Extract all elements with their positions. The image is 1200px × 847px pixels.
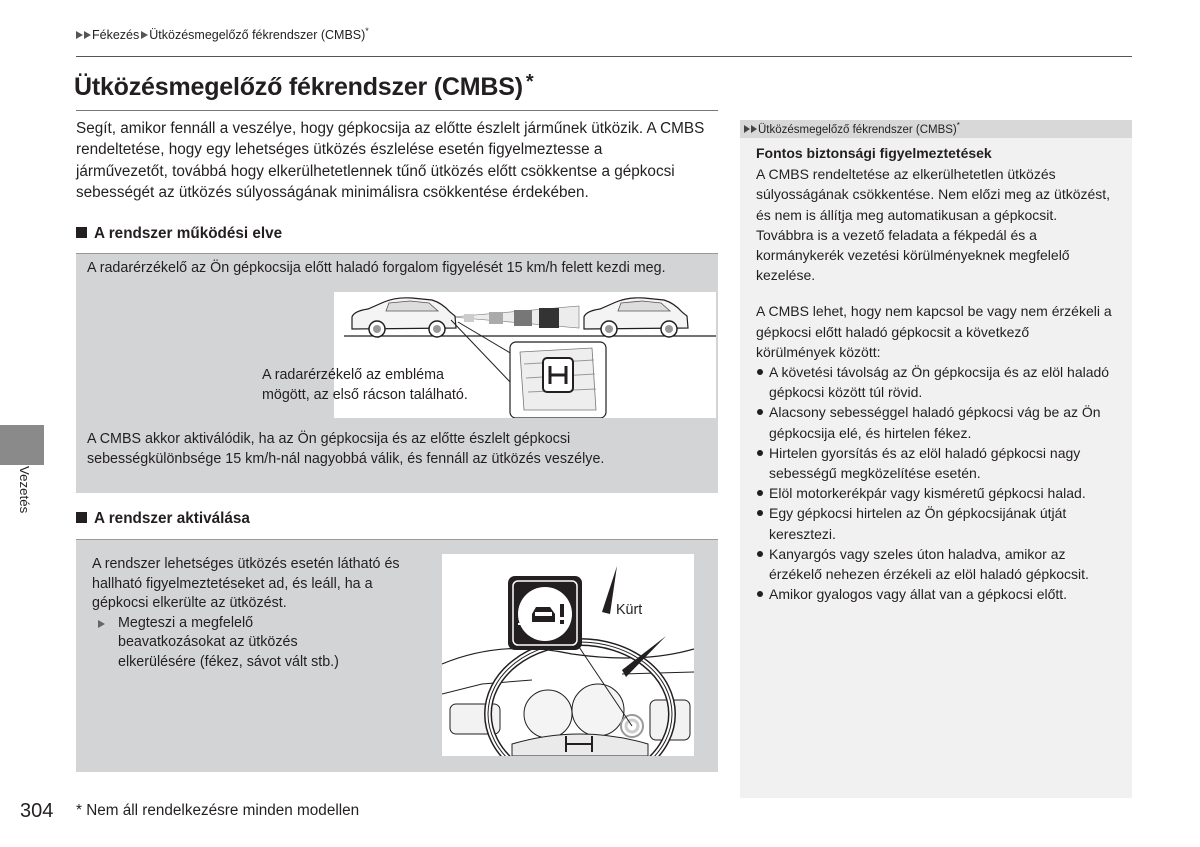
activation-condition-line: sebességkülönbsége 15 km/h-nál nagyobbá válik, és fennáll az ütközés veszélye. xyxy=(87,450,605,467)
list-item: Kanyargós vagy szeles úton haladva, amikor az érzékelő nehezen érzékeli az elöl haladó gépkocsit. xyxy=(756,544,1122,584)
dashboard-illustration xyxy=(442,554,694,756)
footnote: * Nem áll rendelkezésre minden modellen xyxy=(76,802,360,819)
section-heading-operation xyxy=(76,225,282,243)
square-bullet-icon xyxy=(76,227,87,238)
paragraph-line: gépkocsi előtt haladó gépkocsit a következő xyxy=(756,323,1030,340)
chapter-label: Vezetés xyxy=(17,466,32,514)
paragraph-line: Továbbra is a vezető feladata a fékpedál és a xyxy=(756,226,1037,243)
subpoint-line: beavatkozásokat az ütközés xyxy=(118,634,298,650)
intro-line: Segít, amikor fennáll a veszélye, hogy gépkocsija az előtte észlelt járműnek ütközik. A CMBS xyxy=(76,120,705,137)
list-item: Egy gépkocsi hirtelen az Ön gépkocsijának útját keresztezi. xyxy=(756,503,1122,543)
list-item: Elöl motorkerékpár vagy kisméretű gépkocsi halad. xyxy=(756,483,1122,503)
list-item: Alacsony sebességgel haladó gépkocsi vág be az Ön gépkocsija elé, és hirtelen fékez. xyxy=(756,402,1122,442)
arrow-icon xyxy=(76,31,83,39)
sensor-caption-line: A radarérzékelő az embléma xyxy=(262,367,444,383)
operation-panel xyxy=(76,253,718,493)
safety-notes xyxy=(756,143,1122,604)
activation-line: hallható figyelmeztetéseket ad, és leáll, ha a xyxy=(92,575,373,592)
subpoint-line: elkerülésére (fékez, sávot vált stb.) xyxy=(118,653,339,670)
activation-line: A rendszer lehetséges ütközés esetén látható és xyxy=(92,556,400,572)
safety-paragraph-1 xyxy=(756,164,1122,285)
intro-line: sebességét az ütközés súlyosságának minimálisra csökkentése érdekében. xyxy=(76,184,589,202)
sensor-caption-line: mögött, az első rácson található. xyxy=(262,386,468,403)
list-item: Hirtelen gyorsítás és az elöl haladó gépkocsi nagy sebességű megközelítése esetén. xyxy=(756,443,1122,483)
notes-header-text xyxy=(744,121,960,136)
page-number: 304 xyxy=(20,800,54,822)
arrow-icon xyxy=(751,125,757,133)
section-heading-text: A rendszer működési elve xyxy=(94,225,283,242)
top-rule xyxy=(76,56,1132,57)
activation-condition-text xyxy=(87,430,604,469)
sensor-caption xyxy=(262,366,468,405)
intro-line: rendeltetése, hogy egy lehetséges ütközés észlelése esetén figyelmeztesse a xyxy=(76,141,603,159)
brake-warning-indicator xyxy=(508,576,582,650)
conditions-list xyxy=(756,362,1122,604)
paragraph-line: súlyosságának csökkentése. Nem előzi meg az ütközést, xyxy=(756,186,1111,203)
arrow-icon xyxy=(84,31,91,39)
breadcrumb-item-braking[interactable]: Fékezés xyxy=(92,28,140,43)
title-asterisk: * xyxy=(525,71,534,93)
arrow-icon xyxy=(98,620,105,628)
grille-closeup xyxy=(510,342,606,418)
operation-top-text: A radarérzékelő az Ön gépkocsija előtt haladó forgalom figyelését 15 km/h felett kezdi meg. xyxy=(87,260,666,276)
intro-line: járművezetőt, továbbá hogy elkerülhetetlennek tűnő ütközés előtt csökkentse a gépkocsi xyxy=(76,162,675,180)
activation-text xyxy=(92,555,400,672)
paragraph-line: és nem is állítja meg automatikusan a gépkocsit. xyxy=(756,206,1058,223)
activation-condition-line: A CMBS akkor aktiválódik, ha az Ön gépkocsija és az előtte észlelt gépkocsi xyxy=(87,431,571,447)
list-item: Amikor gyalogos vagy állat van a gépkocsi előtt. xyxy=(756,584,1122,604)
title-rule xyxy=(76,110,718,111)
intro-paragraph xyxy=(76,118,724,204)
breadcrumb-item-cmbs[interactable]: Ütközésmegelőző fékrendszer (CMBS) xyxy=(149,28,366,43)
square-bullet-icon xyxy=(76,512,87,523)
activation-line: gépkocsi elkerülte az ütközést. xyxy=(92,595,287,611)
paragraph-line: A CMBS rendeltetése az elkerülhetetlen ütközés xyxy=(756,166,1056,183)
arrow-icon xyxy=(744,125,750,133)
notes-header-asterisk: * xyxy=(956,121,960,130)
subpoint-line: Megteszi a megfelelő xyxy=(118,614,254,631)
safety-heading: Fontos biztonsági figyelmeztetések xyxy=(756,145,992,161)
paragraph-line: kezelése. xyxy=(756,267,816,284)
page-title xyxy=(74,73,533,102)
activation-subpoint xyxy=(92,614,400,673)
safety-paragraph-2 xyxy=(756,301,1122,362)
beep-label: Kürt xyxy=(616,602,643,618)
paragraph-line: A CMBS lehet, hogy nem kapcsol be vagy nem érzékeli a xyxy=(756,303,1112,320)
paragraph-line: kormánykerék vezetési körülményeknek megfelelő xyxy=(756,247,1070,264)
notes-header-title[interactable]: Ütközésmegelőző fékrendszer (CMBS) xyxy=(758,123,957,136)
page-title-text: Ütközésmegelőző fékrendszer (CMBS) xyxy=(74,73,523,101)
section-heading-text: A rendszer aktiválása xyxy=(94,510,250,527)
paragraph-line: körülmények között: xyxy=(756,343,881,360)
breadcrumb-asterisk: * xyxy=(365,26,369,36)
section-heading-activation xyxy=(76,510,250,528)
arrow-icon xyxy=(141,31,148,39)
list-item: A követési távolság az Ön gépkocsija és az elöl haladó gépkocsi között túl rövid. xyxy=(756,362,1122,402)
breadcrumb xyxy=(76,26,369,42)
activation-panel xyxy=(76,539,718,772)
chapter-tab[interactable] xyxy=(0,425,44,465)
